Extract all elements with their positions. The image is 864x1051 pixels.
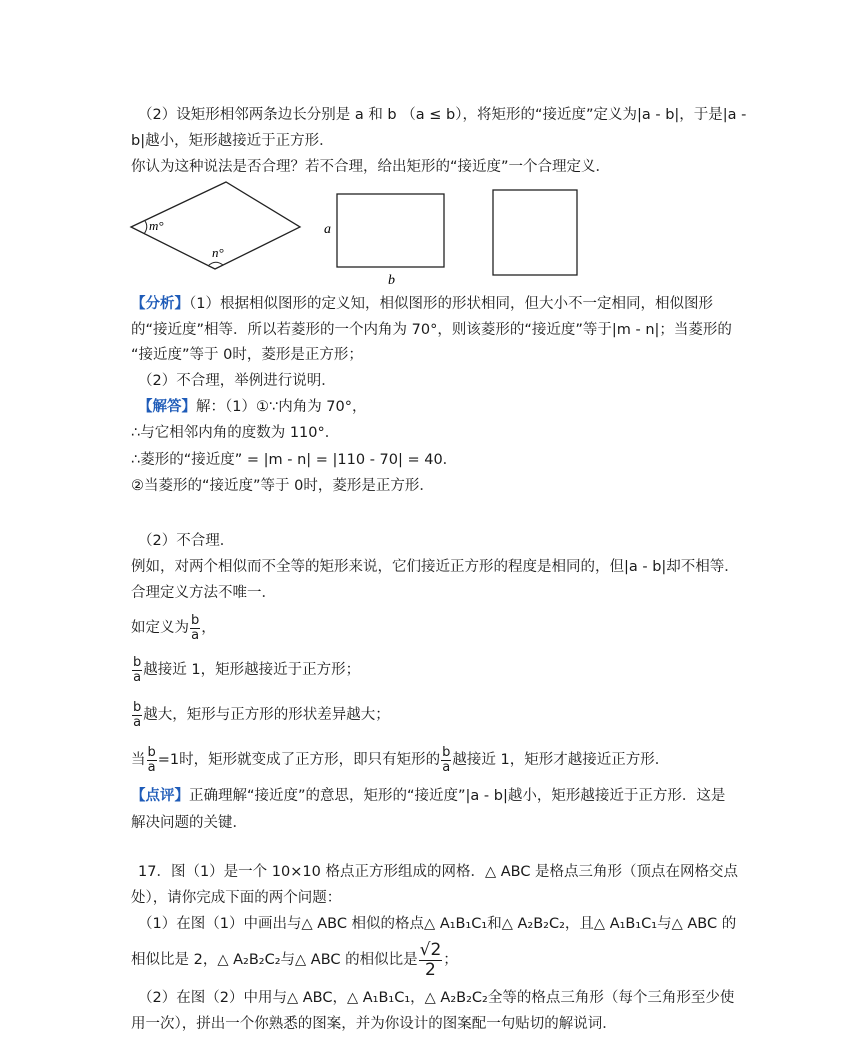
solution-line5: （2）不合理． (138, 533, 235, 549)
solution-line11-prefix: 当 (131, 752, 146, 768)
comment-line1 (131, 786, 725, 806)
solution-line10 (131, 699, 390, 731)
solution-line6: 例如，对两个相似而不全等的矩形来说，它们接近正方形的程度是相同的，但|a - b|却不相等． (131, 559, 739, 575)
comment-text1: 正确理解“接近度”的意思，矩形的“接近度”|a - b|越小，矩形越接近于正方形．这是 (189, 788, 726, 804)
q16-part2-line1: （2）设矩形相邻两条边长分别是 a 和 b （a ≤ b），将矩形的“接近度”定义为|a - b|，于是|a - (138, 107, 747, 123)
q17-line4 (131, 940, 458, 980)
fraction-b-over-a: $\frac{b}{a}$ (191, 612, 200, 643)
solution-tag: 【解答】 (138, 399, 196, 415)
solution-line1 (138, 397, 367, 417)
rhombus-figure (131, 182, 300, 269)
solution-line7: 合理定义方法不唯一． (131, 585, 276, 601)
fraction-b-over-a: $\frac{b}{a}$ (133, 654, 142, 685)
solution-line8 (131, 612, 216, 644)
analysis-line2: 的“接近度”相等．所以若菱形的一个内角为 70°，则该菱形的“接近度”等于|m - n|；当菱形的 (131, 322, 732, 338)
solution-line11-mid2: 越接近 1，矩形才越接近正方形． (452, 752, 670, 768)
square-figure (493, 190, 577, 275)
fraction-b-over-a: $\frac{b}{a}$ (147, 744, 156, 775)
angle-m-label: m° (149, 218, 164, 233)
fraction-b-over-a: $\frac{b}{a}$ (133, 699, 142, 730)
solution-line9 (131, 654, 360, 686)
solution-line11-mid1: =1时，矩形就变成了正方形，即只有矩形的 (157, 752, 441, 768)
q16-part2-line2: b|越小，矩形越接近于正方形． (131, 133, 334, 149)
solution-line11 (131, 744, 669, 776)
q17-line4-suffix: ； (443, 952, 458, 968)
angle-n-label: n° (212, 245, 224, 260)
solution-line2: ∴与它相邻内角的度数为 110°． (131, 425, 340, 441)
solution-line8-suffix: ， (201, 620, 216, 636)
q17-line2: 处），请你完成下面的两个问题： (131, 890, 342, 906)
solution-line4: ②当菱形的“接近度”等于 0时，菱形是正方形． (131, 478, 434, 494)
q17-line4-prefix: 相似比是 2，△ A₂B₂C₂与△ ABC 的相似比是 (131, 952, 418, 968)
q17-line1: 17．图（1）是一个 10×10 格点正方形组成的网格．△ ABC 是格点三角形（顶点在网格交点 (138, 864, 739, 880)
rectangle-figure (324, 194, 444, 285)
comment-line2: 解决问题的关键． (131, 815, 247, 831)
analysis-text1: （1）根据相似图形的定义知，相似图形的形状相同，但大小不一定相同，相似图形 (189, 296, 713, 312)
q17-line6: 用一次），拼出一个你熟悉的图案，并为你设计的图案配一句贴切的解说词． (131, 1016, 617, 1032)
rect-side-a-label: a (324, 222, 331, 237)
solution-line8-prefix: 如定义为 (131, 620, 189, 636)
solution-line3: ∴菱形的“接近度” = |m - n| = |110 - 70| = 40． (131, 452, 458, 468)
rect-side-b-label: b (388, 273, 395, 285)
fraction-b-over-a: $\frac{b}{a}$ (442, 744, 451, 775)
comment-tag: 【点评】 (131, 788, 189, 804)
solution-text1: 解：（1）①∵内角为 70°， (196, 399, 367, 415)
q17-line3: （1）在图（1）中画出与△ ABC 相似的格点△ A₁B₁C₁和△ A₂B₂C₂，且△ A₁B₁C₁与△ ABC 的 (138, 916, 737, 932)
fraction-sqrt2-over-2: $\frac{√2}{2}$ (419, 939, 442, 980)
analysis-tag: 【分析】 (131, 296, 189, 312)
solution-line9-text: 越接近 1，矩形越接近于正方形； (143, 662, 361, 678)
analysis-line1 (131, 294, 713, 314)
q16-part2-line3: 你认为这种说法是否合理？若不合理，给出矩形的“接近度”一个合理定义． (131, 159, 611, 175)
analysis-line3: “接近度”等于 0时，菱形是正方形； (131, 347, 363, 363)
q17-line5: （2）在图（2）中用与△ ABC，△ A₁B₁C₁，△ A₂B₂C₂全等的格点三角形（每个三角形至少使 (138, 990, 735, 1006)
analysis-line4: （2）不合理，举例进行说明． (138, 373, 336, 389)
solution-line10-text: 越大，矩形与正方形的形状差异越大； (143, 707, 390, 723)
figures-row (120, 175, 600, 285)
